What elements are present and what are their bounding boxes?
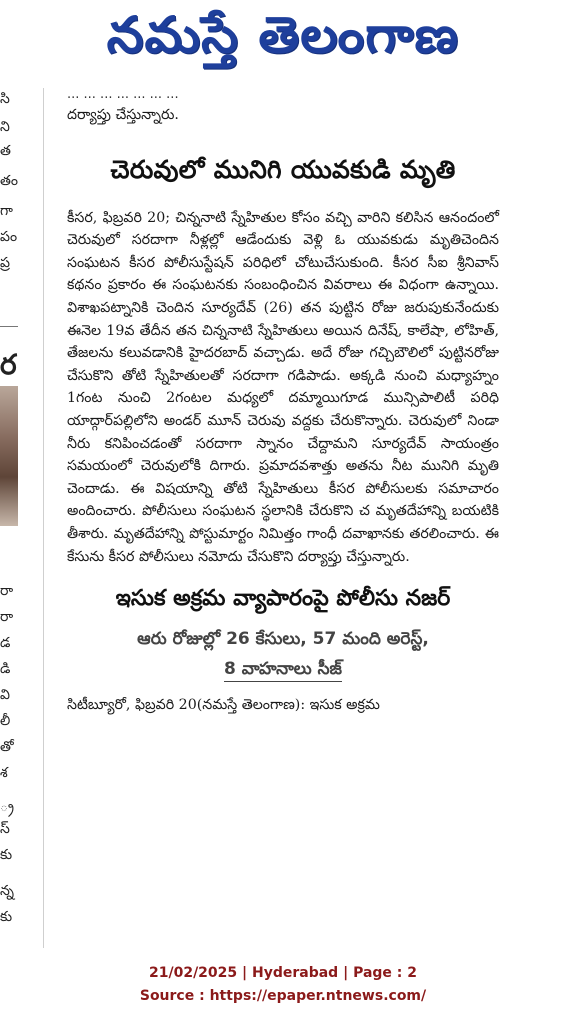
- left-fragment: తో: [0, 739, 14, 755]
- newspaper-masthead: [0, 0, 566, 82]
- left-fragment: డ: [0, 635, 11, 651]
- adjacent-column-fragment: [0, 88, 18, 950]
- left-fragment: న్న: [0, 883, 14, 899]
- left-fragment: ర: [0, 348, 17, 381]
- left-fragment: పం: [0, 229, 18, 245]
- footer-date-line: 21/02/2025 | Hyderabad | Page : 2: [148, 965, 418, 981]
- column-divider: [43, 88, 44, 948]
- column-rule: [0, 326, 18, 327]
- carryover-cut-line: ... ... ... ... ... ... ...: [67, 88, 179, 102]
- left-fragment: త: [0, 143, 11, 159]
- left-fragment: కు: [0, 909, 13, 925]
- left-fragment: గా: [0, 203, 13, 219]
- article-2-body: సిటీబ్యూరో, ఫిబ్రవరి 20(నమస్తే తెలంగాణ): ఇసుక అక్రమ: [67, 697, 380, 714]
- article-subheadline: ఆరు రోజుల్లో 26 కేసులు, 57 మంది అరెస్ట్,: [137, 629, 429, 650]
- article-subheadline-2: [67, 654, 499, 684]
- left-fragment: సి: [0, 91, 10, 107]
- article-headline: చెరువులో మునిగి యువకుడి మృతి: [110, 154, 456, 184]
- left-fragment: రా: [0, 583, 14, 599]
- subheadline-text: 8 వాహనాలు సీజ్: [224, 659, 342, 682]
- source-footer: [0, 962, 566, 1008]
- left-fragment: రా: [0, 609, 14, 625]
- left-fragment: కు: [0, 847, 13, 863]
- article-headline-2: ఇసుక అక్రమ వ్యాపారంపై పోలీసు నజర్: [115, 586, 451, 612]
- left-fragment: ప్ర: [0, 255, 10, 271]
- left-fragment: లీ: [0, 713, 11, 729]
- carryover-text: దర్యాప్తు చేస్తున్నారు.: [67, 107, 179, 123]
- article-body: కీసర, ఫిబ్రవరి 20; చిన్ననాటి స్నేహితుల కోసం వచ్చి వారిని కలిసిన ఆనందంలో చెరువులో సరదాగా నీళ్లల్లో ఆడేందుకు వెళ్లి ఓ యువకుడు మృతిచెందిన సంఘటన కీసర పోలీసుస్టేషన్ పరిధిలో చోటుచేసుకుంది. కీసర సీఐ శ్రీనివాస్ కథనం ప్రకారం ఈ సంఘటనకు సంబంధించిన వివరాలు ఈ విధంగా ఉన్నాయి. విశాఖపట్నానికి చెందిన సూర్యదేవ్ (26) తన పుట్టిన రోజు జరుపుకునేందుకు ఈనెల 19వ తేదీన తన చిన్ననాటి స్నేహితులు అయిన దినేష్, కాలేషా, లోహిత్, తేజలను కలువడానికి హైదరబాద్ వచ్చాడు. అదే రోజు గచ్చిబౌలిలో పుట్టినరోజు చేసుకొని తోటి స్నేహితులతో సరదాగా గడిపాడు. అక్కడి నుంచి మధ్యాహ్నం 1గంట నుంచి 2గంటల మధ్యలో దమ్మాయిగూడ మున్సిపాలిటీ పరిధి యాద్గార్‌పల్లిలోని అండర్ మూన్ చెరువు వద్దకు చేరుకొన్నారు. చెరువులో నిండా నీరు కనిపించడంతో సరదాగా స్నానం చేద్దామని సూర్యదేవ్ సాయంత్రం సమయంలో చెరువులోకి దిగారు. ప్రమాదవశాత్తు అతను నీట మునిగి మృతి చెందాడు. ఈ విషయాన్ని తోటి స్నేహితులు కీసర పోలీసులకు సమాచారం అందించారు. పోలీసులు సంఘటన స్థలానికి చేరుకొని చ మృతదేహాన్ని బయటికి తీశారు. మృతదేహాన్ని పోస్టుమార్టం నిమిత్తం గాంధీ దవాఖానకు తరలించారు. ఈ కేసును కీసర పోలీసులు నమోదు చేసుకొని దర్యాప్తు చేస్తున్నారు.: [67, 209, 499, 565]
- clipping-area: [0, 88, 566, 950]
- left-fragment: శ: [0, 765, 8, 781]
- left-fragment: తం: [0, 173, 18, 189]
- left-fragment: ని: [0, 119, 10, 135]
- footer-source-line: Source : https://epaper.ntnews.com/: [139, 988, 427, 1004]
- masthead-title: నమస్తే తెలంగాణ: [106, 5, 460, 64]
- left-fragment: డి: [0, 661, 11, 677]
- main-column: [67, 88, 499, 717]
- left-fragment: స్: [0, 821, 10, 837]
- adjacent-photo: [0, 386, 18, 526]
- left-fragment: ్ర: [0, 799, 14, 815]
- left-fragment: వి: [0, 687, 10, 703]
